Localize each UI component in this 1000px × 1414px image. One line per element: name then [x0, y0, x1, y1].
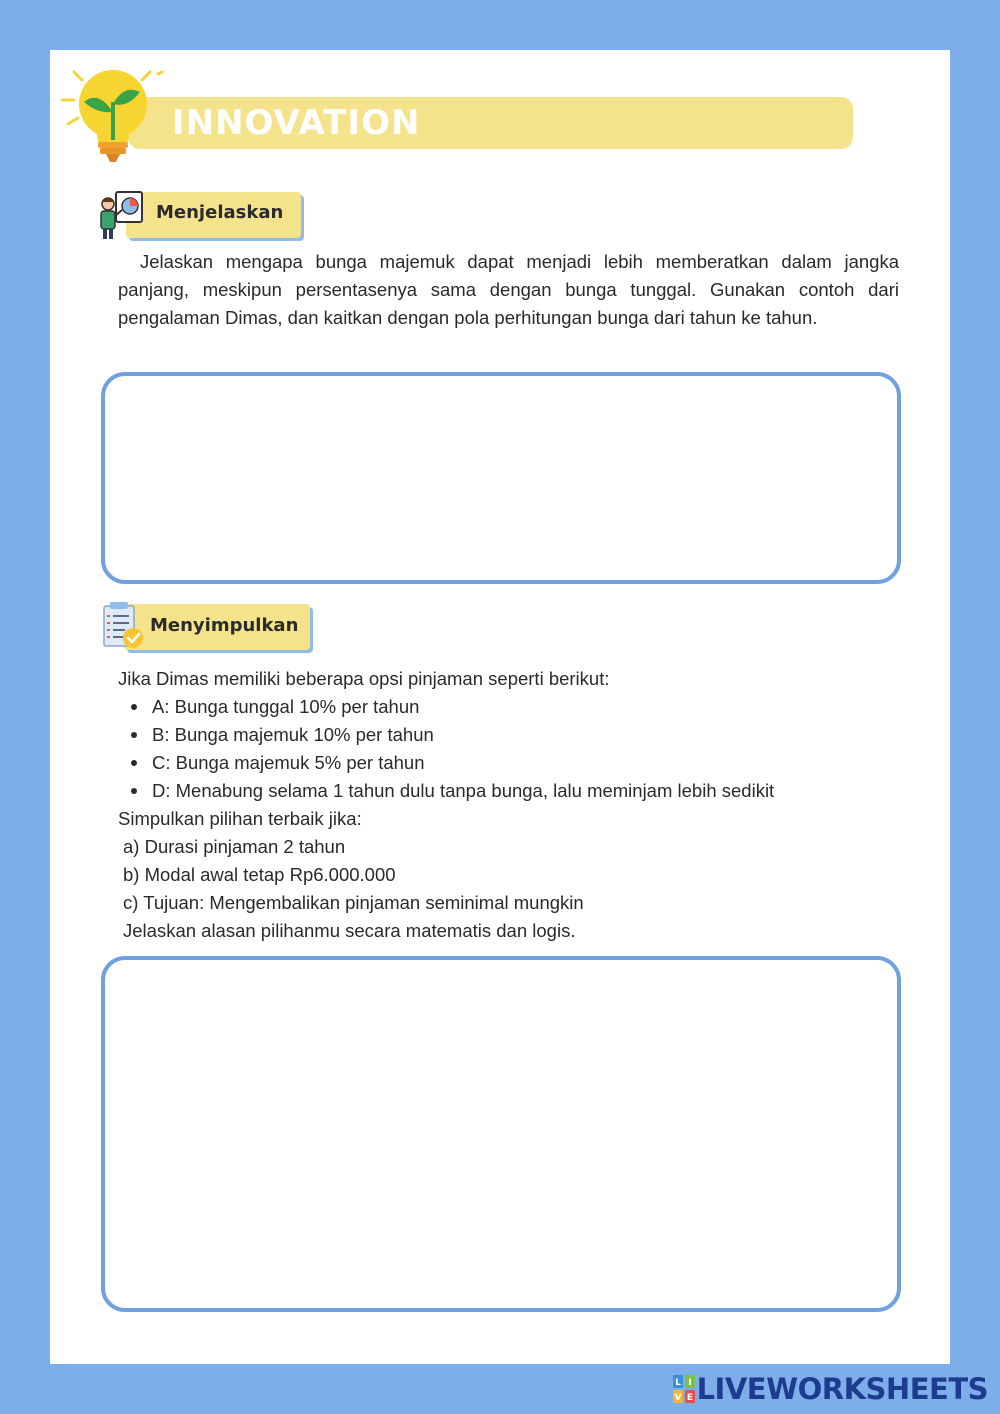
logo-letter: L	[674, 1378, 681, 1388]
question-paragraph-1: Jelaskan mengapa bunga majemuk dapat menjadi lebih memberatkan dalam jangka panjang, meskipun persentasenya sama dengan bunga tunggal. Gunakan contoh dari pengalaman Dimas, dan kaitkan dengan pola perhitungan bunga dari tahun ke tahun.	[118, 251, 899, 328]
condition-item: b) Modal awal tetap Rp6.000.000	[123, 864, 396, 885]
presenter-icon	[98, 190, 146, 240]
bullet-icon	[131, 704, 137, 710]
closing-instruction: Jelaskan alasan pilihanmu secara matematis dan logis.	[123, 920, 576, 941]
condition-item: a) Durasi pinjaman 2 tahun	[123, 836, 346, 857]
liveworksheets-logo-icon	[673, 1374, 695, 1404]
bullet-icon	[131, 788, 137, 794]
liveworksheets-brand[interactable]	[673, 1371, 988, 1407]
option-item: A: Bunga tunggal 10% per tahun	[152, 696, 420, 717]
option-item: D: Menabung selama 1 tahun dulu tanpa bunga, lalu meminjam lebih sedikit	[152, 780, 775, 801]
question-intro: Jika Dimas memiliki beberapa opsi pinjaman seperti berikut:	[118, 668, 610, 689]
checklist-icon	[98, 602, 146, 652]
bullet-icon	[131, 760, 137, 766]
logo-letter: E	[686, 1393, 693, 1403]
lightbulb-icon	[58, 62, 168, 168]
logo-letter: I	[687, 1378, 692, 1388]
brand-name: LIVEWORKSHEETS	[696, 1372, 988, 1406]
section-label-menjelaskan: Menjelaskan	[156, 202, 284, 223]
condition-item: c) Tujuan: Mengembalikan pinjaman seminimal mungkin	[123, 892, 584, 913]
page-title: INNOVATION	[172, 103, 421, 143]
logo-letter: V	[674, 1393, 682, 1403]
bullet-icon	[131, 732, 137, 738]
section-label-menyimpulkan: Menyimpulkan	[150, 615, 299, 636]
option-item: C: Bunga majemuk 5% per tahun	[152, 752, 425, 773]
option-item: B: Bunga majemuk 10% per tahun	[152, 724, 434, 745]
answer-box-2[interactable]	[101, 956, 901, 1312]
answer-box-1[interactable]	[101, 372, 901, 584]
conclude-prompt: Simpulkan pilihan terbaik jika:	[118, 808, 362, 829]
